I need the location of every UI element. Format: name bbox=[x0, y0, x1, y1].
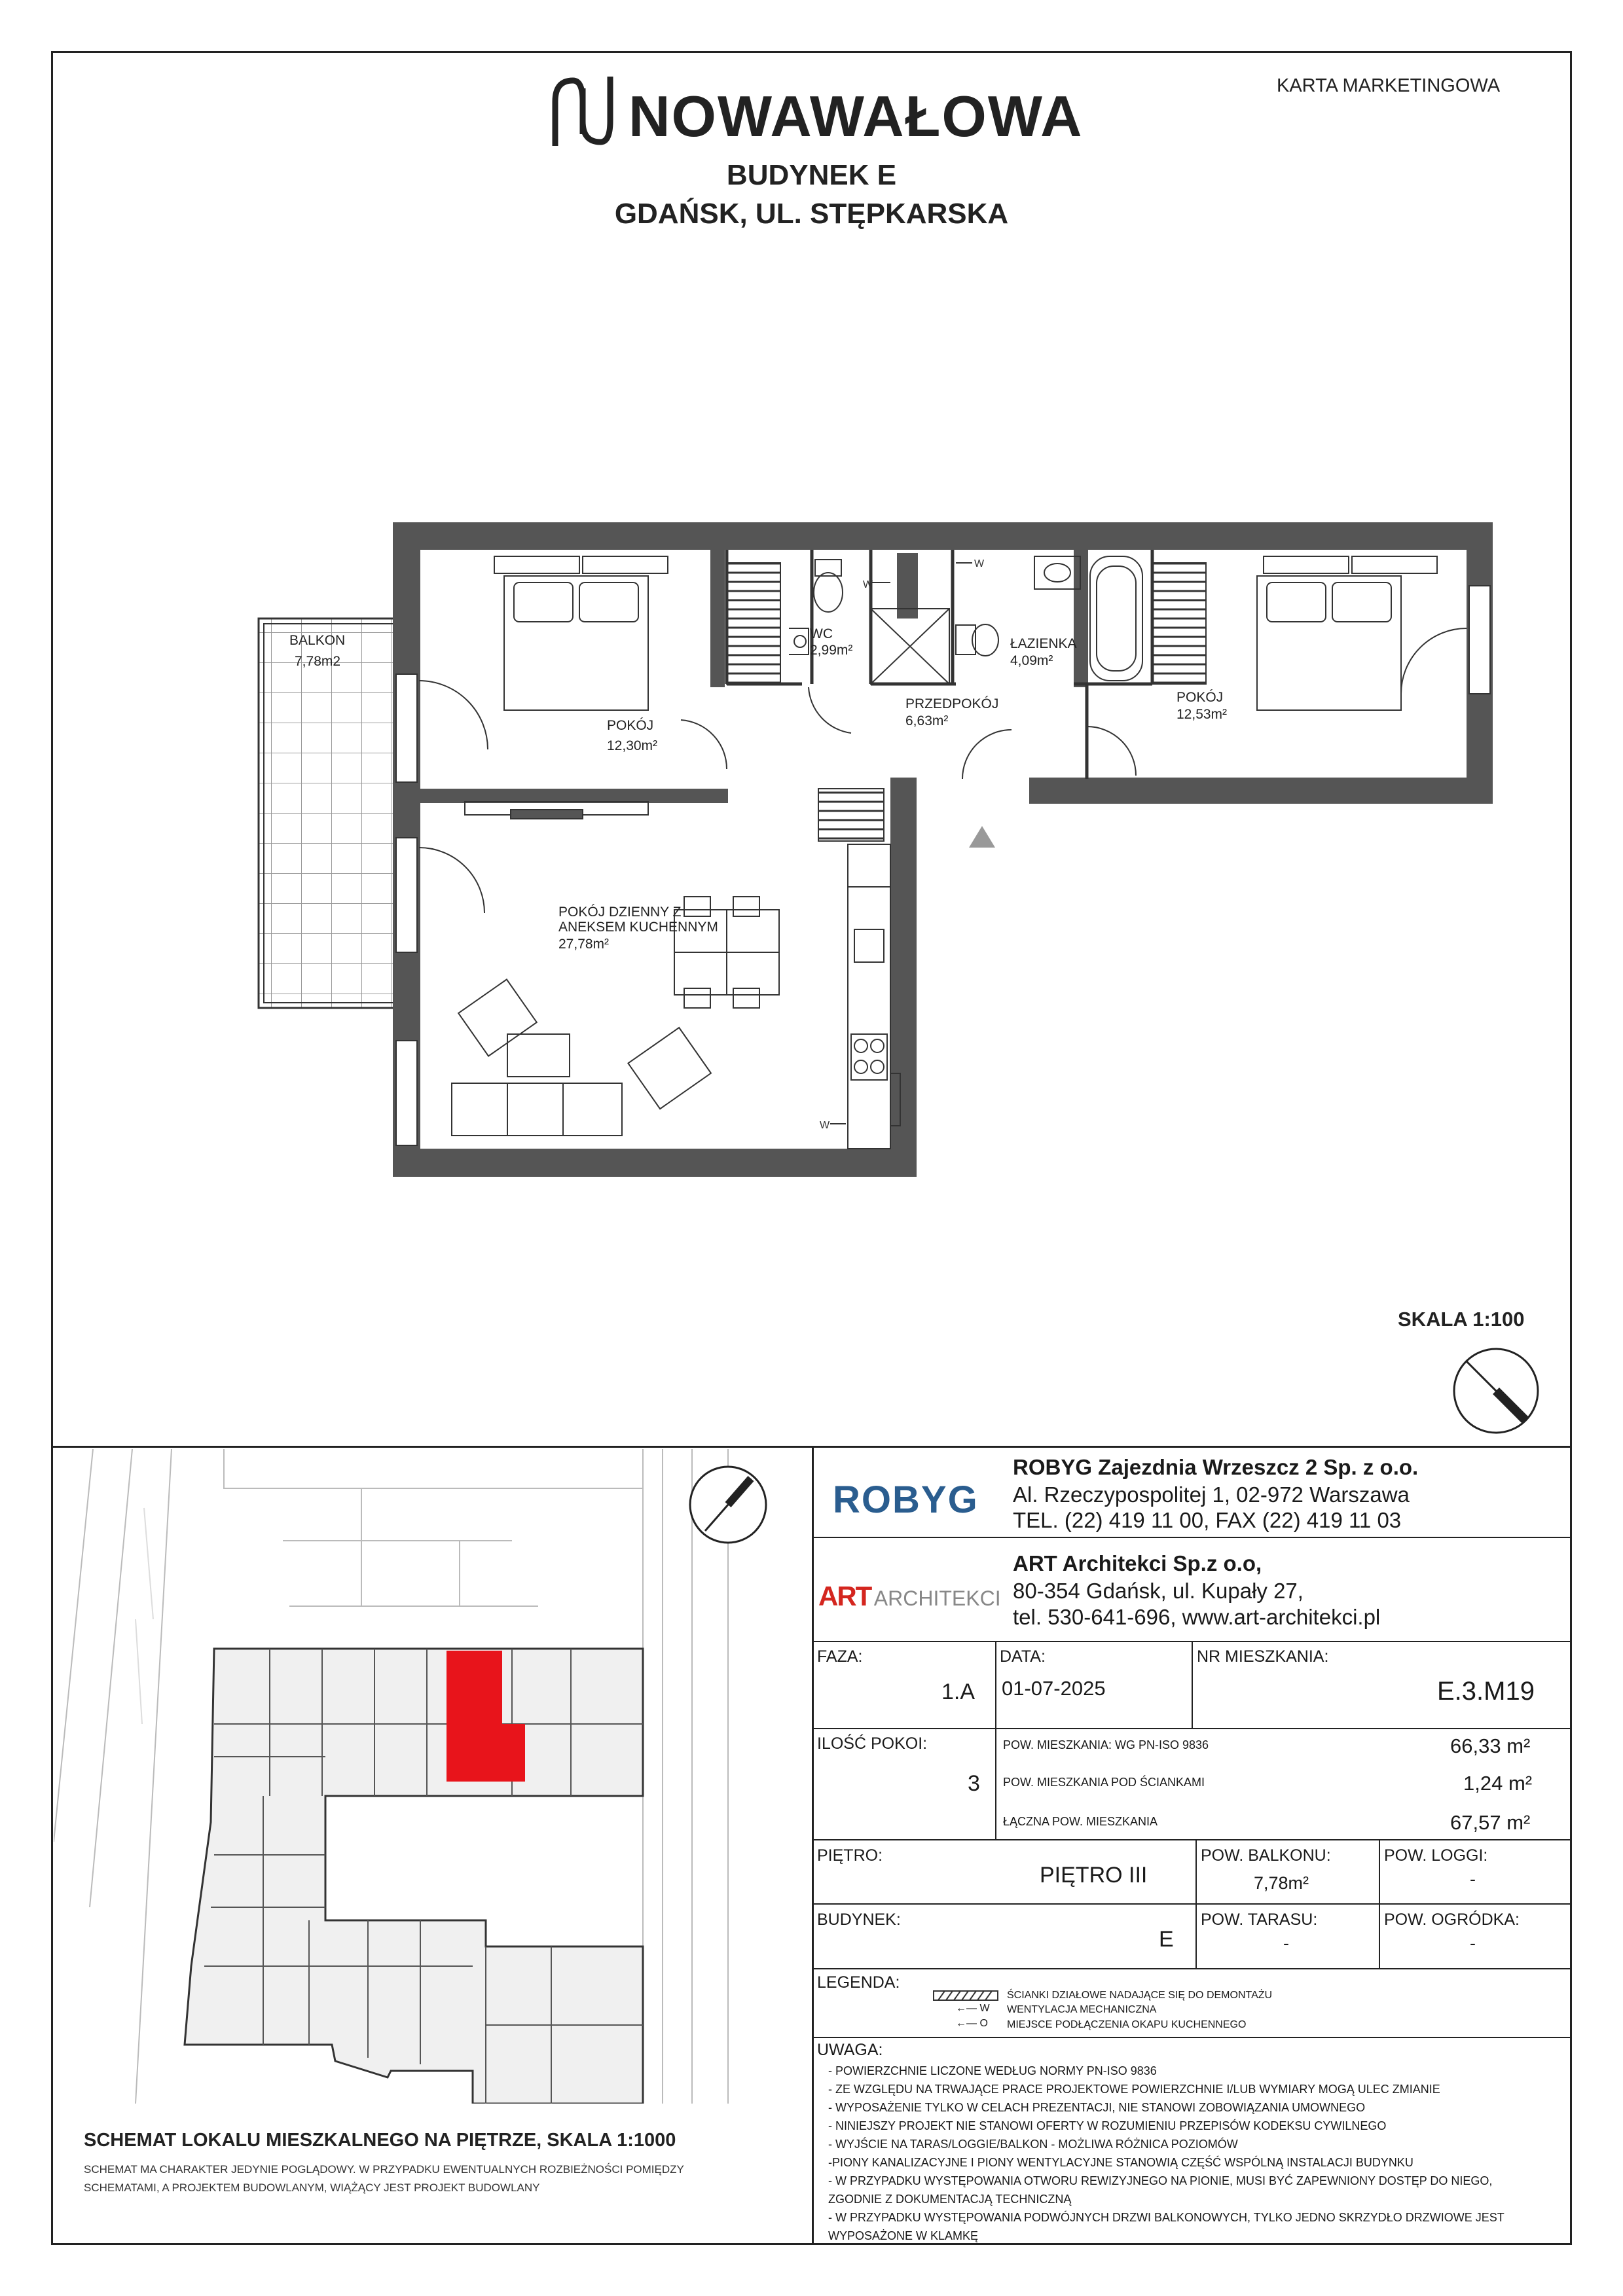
divider-companies bbox=[812, 1537, 1572, 1538]
room-6-name: POKÓJ DZIENNY Z bbox=[558, 905, 682, 920]
loggia-label: POW. LOGGI: bbox=[1384, 1846, 1488, 1865]
vent-w-label-2: W bbox=[974, 558, 985, 569]
note-9: - W PRZYPADKU WYSTĘPOWANIA PODWÓJNYCH DRZWI BALKONOWYCH, TYLKO JEDNO SKRZYDŁO DRZWIOWE JEST bbox=[828, 2211, 1504, 2224]
area-iso-value: 66,33 m² bbox=[1450, 1734, 1531, 1757]
floor-value: PIĘTRO III bbox=[1040, 1863, 1148, 1888]
robyg-address: Al. Rzeczypospolitej 1, 02-972 Warszawa bbox=[1013, 1482, 1410, 1507]
bath-fixtures bbox=[789, 556, 1142, 684]
nr-label: NR MIESZKANIA: bbox=[1197, 1647, 1329, 1666]
room-6-area: 27,78m² bbox=[558, 937, 610, 952]
compass-icon bbox=[1450, 1345, 1542, 1437]
room-3-name: PRZEDPOKÓJ bbox=[905, 696, 999, 711]
divider-notes bbox=[812, 2037, 1572, 2038]
divider-building bbox=[812, 1903, 1572, 1905]
building-label: BUDYNEK: bbox=[817, 1910, 901, 1929]
room-4-name: ŁAZIENKA bbox=[1010, 636, 1077, 651]
legend-title: LEGENDA: bbox=[817, 1973, 900, 1992]
nr-value: E.3.M19 bbox=[1437, 1677, 1535, 1706]
windows bbox=[396, 556, 1490, 1145]
room-6-name2: ANEKSEM KUCHENNYM bbox=[558, 920, 718, 935]
garden-value: - bbox=[1470, 1933, 1476, 1953]
room-5-area: 12,53m² bbox=[1176, 707, 1228, 722]
balcony-area-value: 7,78m² bbox=[1254, 1873, 1309, 1893]
vent-w-label-1: W bbox=[863, 579, 873, 590]
balcony-area: 7,78m2 bbox=[295, 654, 341, 669]
site-caption-line1: SCHEMAT MA CHARAKTER JEDYNIE POGLĄDOWY. W PRZYPADKU EWENTUALNYCH ROZBIEŻNOŚCI POMIĘDZY bbox=[84, 2163, 684, 2176]
site-compass-icon bbox=[690, 1467, 766, 1543]
rooms-label: ILOŚĆ POKOI: bbox=[817, 1734, 928, 1753]
legend-item-1: ŚCIANKI DZIAŁOWE NADAJĄCE SIĘ DO DEMONTAŻU bbox=[1007, 1990, 1273, 2001]
room-2-area: 2,99m² bbox=[810, 643, 853, 658]
arrow-left-icon: ←— bbox=[956, 2018, 977, 2029]
address-line: GDAŃSK, UL. STĘPKARSKA bbox=[614, 198, 1009, 230]
divider-v2 bbox=[1192, 1641, 1193, 1728]
entrance-marker bbox=[969, 826, 995, 848]
faza-value: 1.A bbox=[941, 1679, 976, 1704]
legend-arrow-w bbox=[956, 2003, 990, 2015]
vent-w-label-3: W bbox=[820, 1120, 830, 1131]
art-address: 80-354 Gdańsk, ul. Kupały 27, bbox=[1013, 1579, 1304, 1603]
notes-list bbox=[828, 2062, 1561, 2245]
art-logo-text: ARCHITEKCI bbox=[873, 1587, 1001, 1610]
panel-divider-vertical bbox=[812, 1446, 814, 2245]
legend-sym-o: O bbox=[979, 2018, 988, 2029]
note-10: WYPOSAŻONE W KLAMKĘ bbox=[828, 2229, 979, 2242]
note-6: -PIONY KANALIZACYJNE I PIONY WENTYLACYJNE STANOWIĄ CZĘŚĆ WSPÓLNĄ INSTALACJI BUDYNKU bbox=[828, 2156, 1413, 2169]
bed-left bbox=[504, 576, 648, 710]
brand-wordmark: NOWAWAŁOWA bbox=[629, 84, 1084, 149]
card-type: KARTA MARKETINGOWA bbox=[1277, 75, 1501, 96]
living-furniture bbox=[452, 802, 779, 1136]
divider-v5 bbox=[1379, 1839, 1380, 1968]
legend-item-3: MIEJSCE PODŁĄCZENIA OKAPU KUCHENNEGO bbox=[1007, 2019, 1247, 2030]
area-total-label: ŁĄCZNA POW. MIESZKANIA bbox=[1003, 1815, 1158, 1828]
note-3: - WYPOSAŻENIE TYLKO W CELACH PREZENTACJI, NIE STANOWI ZOBOWIĄZANIA UMOWNEGO bbox=[828, 2101, 1366, 2114]
note-7: - W PRZYPADKU WYSTĘPOWANIA OTWORU REWIZYJNEGO NA PIONIE, MUSI BYĆ ZAPEWNIONY DOSTĘP DO NIEGO, bbox=[828, 2174, 1493, 2187]
note-2: - ZE WZGLĘDU NA TRWAJĄCE PRACE PROJEKTOWE POWIERZCHNIE I/LUB WYMIARY MOGĄ ULEC ZMIANIE bbox=[828, 2083, 1440, 2096]
art-name: ART Architekci Sp.z o.o, bbox=[1013, 1551, 1262, 1575]
door-swings bbox=[419, 628, 1467, 913]
room-4-area: 4,09m² bbox=[1010, 653, 1053, 668]
area-walls-label: POW. MIESZKANIA POD ŚCIANKAMI bbox=[1003, 1776, 1205, 1789]
site-plan bbox=[54, 1449, 810, 2104]
terrace-label: POW. TARASU: bbox=[1201, 1910, 1318, 1929]
loggia-value: - bbox=[1470, 1869, 1476, 1889]
balcony-label: BALKON bbox=[289, 633, 346, 648]
art-contact: tel. 530-641-696, www.art-architekci.pl bbox=[1013, 1605, 1381, 1629]
rooms-value: 3 bbox=[968, 1771, 980, 1796]
area-iso-label: POW. MIESZKANIA: WG PN-ISO 9836 bbox=[1003, 1738, 1209, 1751]
bed-right bbox=[1257, 576, 1401, 710]
data-value: 01-07-2025 bbox=[1002, 1677, 1106, 1700]
notes-title: UWAGA: bbox=[817, 2041, 883, 2059]
interior-walls bbox=[727, 550, 1152, 779]
divider-floor bbox=[812, 1839, 1572, 1840]
room-5-name: POKÓJ bbox=[1176, 690, 1224, 705]
terrace-value: - bbox=[1283, 1933, 1289, 1953]
legend-arrow-o bbox=[956, 2018, 988, 2030]
legend-sym-w: W bbox=[979, 2003, 990, 2014]
robyg-phone: TEL. (22) 419 11 00, FAX (22) 419 11 03 bbox=[1013, 1508, 1402, 1532]
legend-hatch-icon bbox=[933, 1990, 998, 2001]
exterior-walls bbox=[393, 522, 1493, 1177]
site-caption-title: SCHEMAT LOKALU MIESZKALNEGO NA PIĘTRZE, SKALA 1:1000 bbox=[84, 2130, 676, 2151]
building-line: BUDYNEK E bbox=[726, 159, 897, 191]
art-logo-mark: ART bbox=[818, 1581, 871, 1611]
arrow-left-icon: ←— bbox=[956, 2003, 977, 2014]
balcony-area-label: POW. BALKONU: bbox=[1201, 1846, 1331, 1865]
floor-label: PIĘTRO: bbox=[817, 1846, 883, 1865]
area-total-value: 67,57 m² bbox=[1450, 1811, 1531, 1834]
divider-legend bbox=[812, 1968, 1572, 1969]
robyg-name: ROBYG Zajezdnia Wrzeszcz 2 Sp. z o.o. bbox=[1013, 1455, 1419, 1479]
divider-rooms bbox=[812, 1728, 1572, 1729]
note-1: - POWIERZCHNIE LICZONE WEDŁUG NORMY PN-ISO 9836 bbox=[828, 2064, 1157, 2077]
area-walls-value: 1,24 m² bbox=[1463, 1772, 1533, 1795]
divider-v1 bbox=[995, 1641, 996, 1728]
note-4: - NINIEJSZY PROJEKT NIE STANOWI OFERTY W ROZUMIENIU PRZEPISÓW KODEKSU CYWILNEGO bbox=[828, 2119, 1387, 2132]
note-8: ZGODNIE Z DOKUMENTACJĄ TECHNICZNĄ bbox=[828, 2193, 1072, 2206]
room-2-name: WC bbox=[810, 626, 833, 641]
balcony bbox=[259, 619, 399, 1008]
data-label: DATA: bbox=[1000, 1647, 1046, 1666]
room-3-area: 6,63m² bbox=[905, 713, 949, 728]
robyg-logo: ROBYG bbox=[833, 1479, 979, 1521]
note-5: - WYJŚCIE NA TARAS/LOGGIE/BALKON - MOŻLIWA RÓŻNICA POZIOMÓW bbox=[828, 2138, 1238, 2151]
room-1-area: 12,30m² bbox=[607, 738, 658, 753]
art-logo bbox=[818, 1581, 1001, 1612]
divider-v4 bbox=[1195, 1839, 1197, 1968]
divider-v3 bbox=[995, 1728, 996, 1839]
site-caption-line2: SCHEMATAMI, A PROJEKTEM BUDOWLANYM, WIĄŻĄCY JEST PROJEKT BUDOWLANY bbox=[84, 2181, 540, 2194]
building-value: E bbox=[1159, 1927, 1174, 1952]
room-1-name: POKÓJ bbox=[607, 718, 654, 733]
scale-label: SKALA 1:100 bbox=[1398, 1308, 1525, 1331]
garden-label: POW. OGRÓDKA: bbox=[1384, 1910, 1520, 1929]
legend-item-2: WENTYLACJA MECHANICZNA bbox=[1007, 2004, 1157, 2015]
faza-label: FAZA: bbox=[817, 1647, 863, 1666]
